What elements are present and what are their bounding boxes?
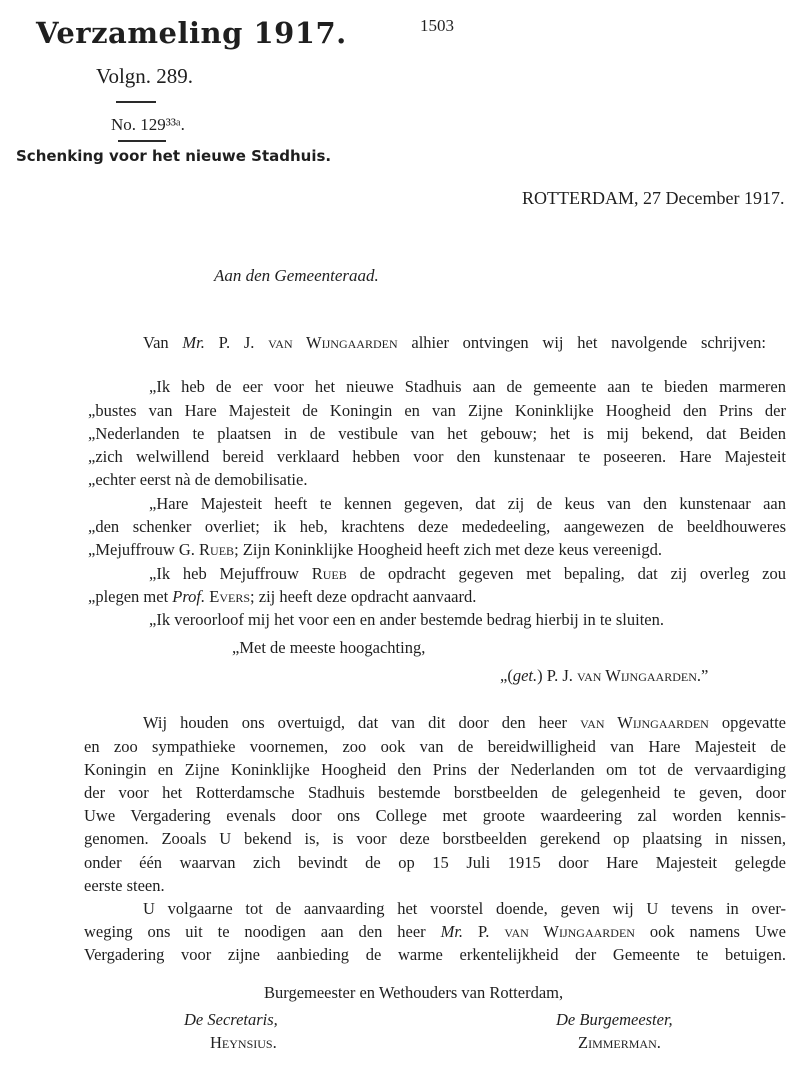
body-line: Uwe Vergadering evenals door ons College met groote waardeering zal worden kennis-: [84, 806, 786, 825]
body-line: [84, 922, 786, 942]
letter-line: „den schenker overliet; ik heb, krachtens deze mededeeling, aangewezen de beeldhouweres: [88, 517, 786, 536]
body-text: opgevatte: [721, 713, 786, 732]
title-text: Mr.: [440, 922, 464, 941]
letter-text: „plegen met: [88, 587, 169, 606]
person-name: van Wijngaarden: [504, 922, 635, 941]
letter-line: „echter eerst nà de demobilisatie.: [88, 470, 308, 489]
intro-initials: P. J.: [218, 333, 255, 352]
body-line: Vergadering voor zijne aanbieding de warme erkentelijkheid der Gemeente te betuigen.: [84, 945, 786, 964]
secretary-name: Heynsius.: [210, 1033, 277, 1052]
letter-text: „Mejuffrouw G.: [88, 540, 195, 559]
body-line: U volgaarne tot de aanvaarding het voorstel doende, geven wij U tevens in over-: [143, 899, 786, 918]
page-number: 1503: [420, 16, 454, 35]
body-line: [143, 713, 786, 733]
person-name: Evers: [209, 587, 251, 606]
letter-closing: „Met de meeste hoogachting,: [232, 638, 426, 657]
body-line: der voor het Rotterdamsche Stadhuis bestemde borstbeelden de gelegenheid te geven, door: [84, 783, 786, 802]
collection-title: Verzameling 1917.: [36, 16, 347, 50]
letter-line: „Nederlanden te plaatsen in de vestibule van het gebouw; het is mij bekend, dat Beiden: [88, 424, 786, 443]
letter-line: [88, 540, 662, 560]
letter-line: „Ik heb de eer voor het nieuwe Stadhuis aan de gemeente aan te bieden marmeren: [149, 377, 786, 396]
sig-get: get.: [512, 666, 538, 685]
body-line: en zoo sympathieke voornemen, zoo ook van de bereidwilligheid van Hare Majesteit de: [84, 737, 786, 756]
mayor-name: Zimmerman.: [578, 1033, 661, 1052]
salutation: Aan den Gemeenteraad.: [214, 266, 379, 285]
body-line: eerste steen.: [84, 876, 165, 895]
letter-line: [88, 587, 476, 607]
document-number: No. 129³³ᵃ.: [111, 115, 185, 134]
letter-line: „zich welwillend bereid verklaard hebben voor den kunstenaar te poseeren. Hare Majesteit: [88, 447, 786, 466]
body-text: P.: [477, 922, 490, 941]
divider-rule: [116, 101, 156, 103]
volgnummer: Volgn. 289.: [96, 64, 194, 88]
body-line: genomen. Zooals U bekend is, is voor deze borstbeelden gerekend op plaatsing in nissen,: [84, 829, 786, 848]
letter-text: de opdracht gegeven met bepaling, dat zij overleg zou: [359, 564, 786, 583]
letter-text: „Ik heb Mejuffrouw: [149, 564, 299, 583]
person-name: Rueb: [199, 540, 235, 559]
divider-rule: [118, 140, 166, 142]
letter-line: [149, 564, 786, 584]
intro-post: alhier ontvingen wij het navolgende schrijven:: [411, 333, 767, 352]
signatories-heading: Burgemeester en Wethouders van Rotterdam,: [264, 983, 564, 1002]
sig-text: .”: [696, 666, 709, 685]
intro-line: [143, 333, 766, 353]
secretary-title: De Secretaris,: [184, 1010, 278, 1029]
mayor-title: De Burgemeester,: [556, 1010, 673, 1029]
body-line: onder één waarvan zich bevindt de op 15 Juli 1915 door Hare Majesteit gelegde: [84, 853, 786, 872]
place-date: ROTTERDAM, 27 December 1917.: [522, 188, 785, 208]
person-name: van Wijngaarden: [580, 713, 709, 732]
body-text: weging ons uit te noodigen aan den heer: [84, 922, 426, 941]
sig-text: „(: [500, 666, 513, 685]
letter-line: „bustes van Hare Majesteit de Koningin en van Zijne Koninklijke Hoogheid den Prins der: [88, 401, 786, 420]
intro-name: van Wijngaarden: [268, 333, 398, 352]
intro-pre: Van: [143, 333, 169, 352]
letter-line: „Hare Majesteit heeft te kennen gegeven, dat zij de keus van den kunstenaar aan: [149, 494, 786, 513]
subject-heading: Schenking voor het nieuwe Stadhuis.: [16, 147, 332, 165]
letter-text: ; zij heeft deze opdracht aanvaard.: [250, 587, 477, 606]
person-name: Rueb: [311, 564, 347, 583]
body-line: Koningin en Zijne Koninklijke Hoogheid den Prins der Nederlanden om tot de vervaardiging: [84, 760, 786, 779]
body-text: ook namens Uwe: [649, 922, 787, 941]
person-name: van Wijngaarden: [577, 666, 697, 685]
body-text: Wij houden ons overtuigd, dat van dit door den heer: [143, 713, 568, 732]
letter-signature: [500, 666, 708, 686]
title-text: Prof.: [172, 587, 206, 606]
intro-title: Mr.: [182, 333, 205, 352]
sig-text: ) P. J.: [537, 666, 573, 685]
letter-line: „Ik veroorloof mij het voor een en ander bestemde bedrag hierbij in te sluiten.: [149, 610, 664, 629]
letter-text: ; Zijn Koninklijke Hoogheid heeft zich met deze keus vereenigd.: [234, 540, 663, 559]
